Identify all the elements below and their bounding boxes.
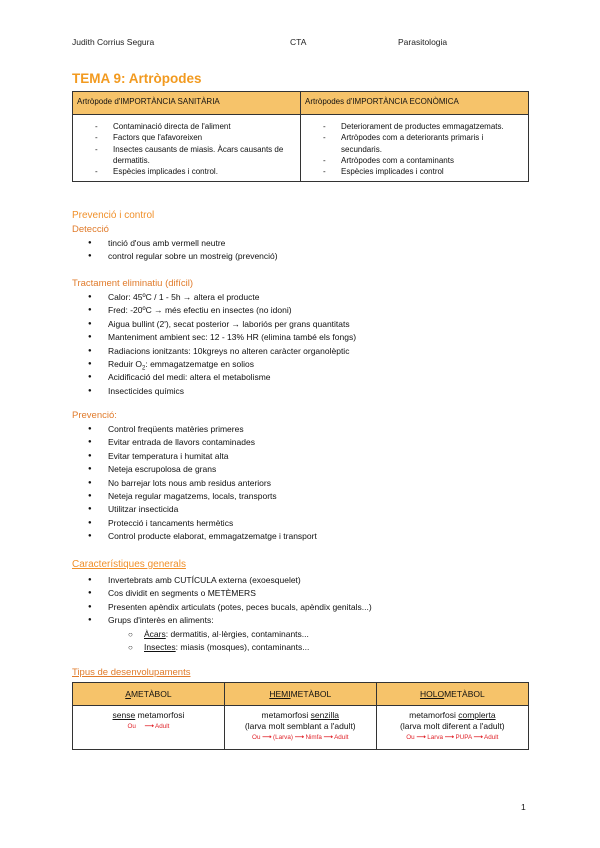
header-author: Judith Corrius Segura <box>72 37 155 47</box>
list-item: ● Invertebrats amb CUTÍCULA externa (exoesquelet) <box>88 574 372 587</box>
list-item: ● Evitar temperatura i humitat alta <box>88 450 317 463</box>
list-item: ○ Àcars: dermatitis, al·lèrgies, contaminants... <box>128 628 309 641</box>
development-heading: Tipus de desenvolupaments <box>72 667 191 678</box>
sanitary-heading: Artròpode d'IMPORTÀNCIA SANITÀRIA <box>73 92 301 115</box>
section-characteristics: Característiques generals <box>72 559 186 570</box>
development-table <box>72 682 529 750</box>
list-item: - Artròpodes com a deteriorants primaris i secundaris. <box>323 132 524 155</box>
groups-list <box>128 628 309 655</box>
list-item: ● Fred: -20ºC → més efectiu en insectes (no idoni) <box>88 304 356 317</box>
header-course: CTA <box>290 37 307 47</box>
list-item: ● Control freqüents matèries primeres <box>88 423 317 436</box>
page-title: TEMA 9: Artròpodes <box>72 71 202 86</box>
importance-table <box>72 91 529 182</box>
economic-heading: Artròpodes d'IMPORTÀNCIA ECONÒMICA <box>301 92 529 115</box>
list-item: ● Aigua bullint (2'), secat posterior → laboriós per grans quantitats <box>88 318 356 331</box>
list-item: - Factors que l'afavoreixen <box>95 132 296 143</box>
holometabol-heading: HOLOMETÀBOL <box>376 683 528 706</box>
list-item: ● tinció d'ous amb vermell neutre <box>88 237 278 250</box>
treatment-heading: Tractament eliminatiu (difícil) <box>72 278 194 289</box>
list-item: ● control regular sobre un mostreig (prevenció) <box>88 250 278 263</box>
list-item: - Espècies implicades i control. <box>95 166 296 177</box>
list-item: ● Insecticides químics <box>88 385 356 398</box>
list-item: ● Acidificació del medi: altera el metabolisme <box>88 371 356 384</box>
hemimetabol-flow: Ou ⟶ (Larva) ⟶ Nimfa ⟶ Adult <box>252 734 349 741</box>
list-item: ● Presenten apèndix articulats (potes, peces bucals, apèndix genitals...) <box>88 601 372 614</box>
list-item: ● Grups d'interès en aliments: <box>88 614 372 627</box>
holometabol-flow: Ou ⟶ Larva ⟶ PUPA ⟶ Adult <box>406 734 499 741</box>
sanitary-cell <box>73 115 301 182</box>
prevention-heading: Prevenció: <box>72 410 117 421</box>
list-item: ● No barrejar lots nous amb residus anteriors <box>88 477 317 490</box>
header-subject: Parasitologia <box>398 37 448 47</box>
list-item: ● Cos dividit en segments o METÈMERS <box>88 587 372 600</box>
list-item: - Espècies implicades i control <box>323 166 524 177</box>
section-prevention-control: Prevenció i control <box>72 210 155 221</box>
holometabol-cell: metamorfosi complerta (larva molt diferent a l'adult) Ou ⟶ Larva ⟶ PUPA ⟶ Adult <box>376 706 528 750</box>
list-item: - Insectes causants de miasis. Àcars causants de dermatitis. <box>95 144 296 167</box>
economic-cell <box>301 115 529 182</box>
detection-list <box>88 237 278 264</box>
characteristics-list <box>88 574 372 628</box>
treatment-list <box>88 291 356 398</box>
list-item: ● Calor: 45ºC / 1 - 5h → altera el producte <box>88 291 356 304</box>
list-item: ● Neteja regular magatzems, locals, transports <box>88 490 317 503</box>
list-item: ● Control producte elaborat, emmagatzematge i transport <box>88 530 317 543</box>
ametabol-flow: Ou ⟶ Adult <box>127 723 170 730</box>
list-item: ● Utilitzar insecticida <box>88 503 317 516</box>
detection-heading: Detecció <box>72 224 109 235</box>
list-item: ● Neteja escrupolosa de grans <box>88 463 317 476</box>
list-item: ● Protecció i tancaments hermètics <box>88 517 317 530</box>
list-item: - Deteriorament de productes emmagatzemats. <box>323 121 524 132</box>
list-item: - Contaminació directa de l'aliment <box>95 121 296 132</box>
prevention-list <box>88 423 317 544</box>
list-item: ○ Insectes: miasis (mosques), contaminants... <box>128 641 309 654</box>
hemimetabol-cell: metamorfosi senzilla (larva molt semblant a l'adult) Ou ⟶ (Larva) ⟶ Nimfa ⟶ Adult <box>224 706 376 750</box>
list-item: ● Manteniment ambient sec: 12 - 13% HR (elimina també els fongs) <box>88 331 356 344</box>
list-item: - Artròpodes com a contaminants <box>323 155 524 166</box>
ametabol-heading: AMETÀBOL <box>73 683 225 706</box>
list-item: ● Reduir $O_2$: emmagatzematge en solios <box>88 358 356 371</box>
list-item: ● Radiacions ionitzants: 10kgreys no alteren caràcter organolèptic <box>88 345 356 358</box>
page-number: 1 <box>521 802 526 812</box>
hemimetabol-heading: HEMIMETÀBOL <box>224 683 376 706</box>
list-item: ● Evitar entrada de llavors contaminades <box>88 436 317 449</box>
ametabol-cell: sense metamorfosi Ou ⟶ Adult <box>73 706 225 750</box>
